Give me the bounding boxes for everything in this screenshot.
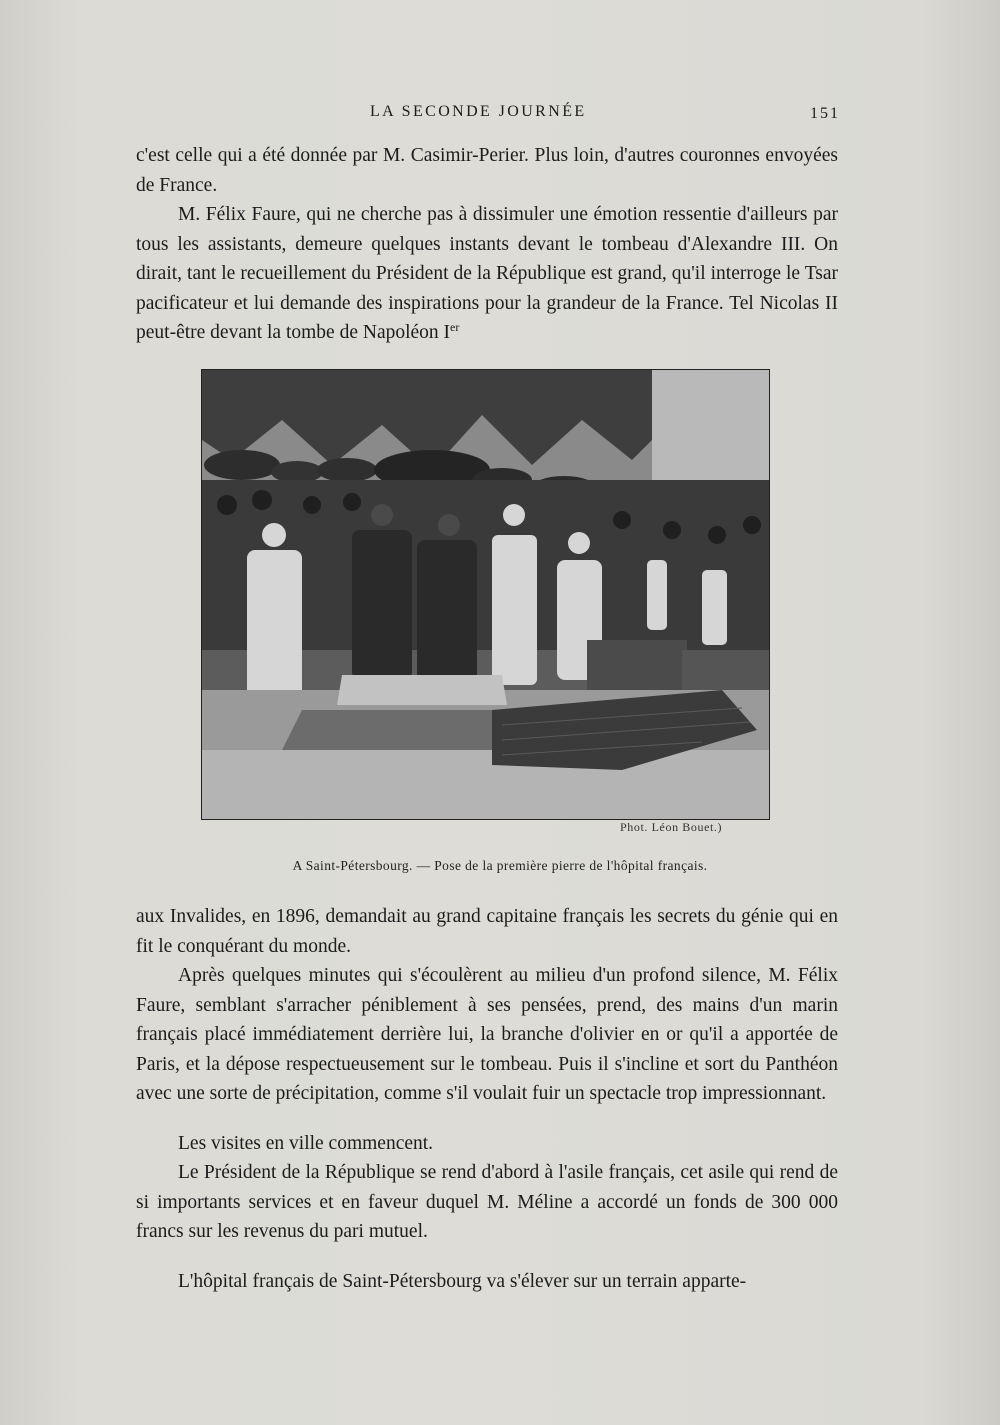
paragraph-text: M. Félix Faure, qui ne cherche pas à dissimuler une émotion ressentie d'ailleurs par tous les assistants, demeure quelques instants devant le tombeau d'Alexandre III. On dirait, tant le recueillement du Président de la République est grand, qu'il interroge le Tsar pacificateur et lui demande des inspirations pour la grandeur de la France. Tel Nicolas II peut-être devant la tombe de Napoléon I — [136, 204, 838, 343]
paragraph: Les visites en ville commencent. — [178, 1132, 434, 1154]
superscript: er — [450, 320, 460, 334]
photograph — [201, 369, 770, 820]
page-number: 151 — [810, 105, 840, 122]
running-head — [140, 103, 840, 127]
paragraph: Le Président de la République se rend d'abord à l'asile français, cet asile qui rend de si importants services et en faveur duquel M. Méline a accordé un fonds de 300 000 francs sur les revenus du pari mutuel. — [136, 1162, 838, 1242]
paragraph: Après quelques minutes qui s'écoulèrent au milieu d'un profond silence, M. Félix Faure, semblant s'arracher péniblement à ses pensées, prend, des mains d'un marin français placé immédiatement derrière lui, la branche d'olivier en or qu'il a apportée de Paris, et la dépose respectueusement sur le tombeau. Puis il s'incline et sort du Panthéon avec une sorte de précipitation, comme s'il voulait fuir un spectacle trop impressionnant. — [136, 965, 838, 1104]
paragraph: L'hôpital français de Saint-Pétersbourg va s'élever sur un terrain apparte- — [178, 1270, 747, 1292]
running-title: LA SECONDE JOURNÉE — [370, 103, 587, 120]
bottom-text-block — [136, 902, 838, 1296]
paragraph — [136, 200, 838, 348]
figure-caption: A Saint-Pétersbourg. — Pose de la première pierre de l'hôpital français. — [292, 858, 708, 873]
photo-credit: Phot. Léon Bouet.) — [620, 820, 723, 834]
photograph-illustration — [202, 370, 769, 819]
paragraph: aux Invalides, en 1896, demandait au grand capitaine français les secrets du génie qui en fit le conquérant du monde. — [136, 906, 838, 957]
paragraph: c'est celle qui a été donnée par M. Casimir-Perier. Plus loin, d'autres couronnes envoyées de France. — [136, 145, 838, 196]
top-text-block — [136, 141, 838, 348]
